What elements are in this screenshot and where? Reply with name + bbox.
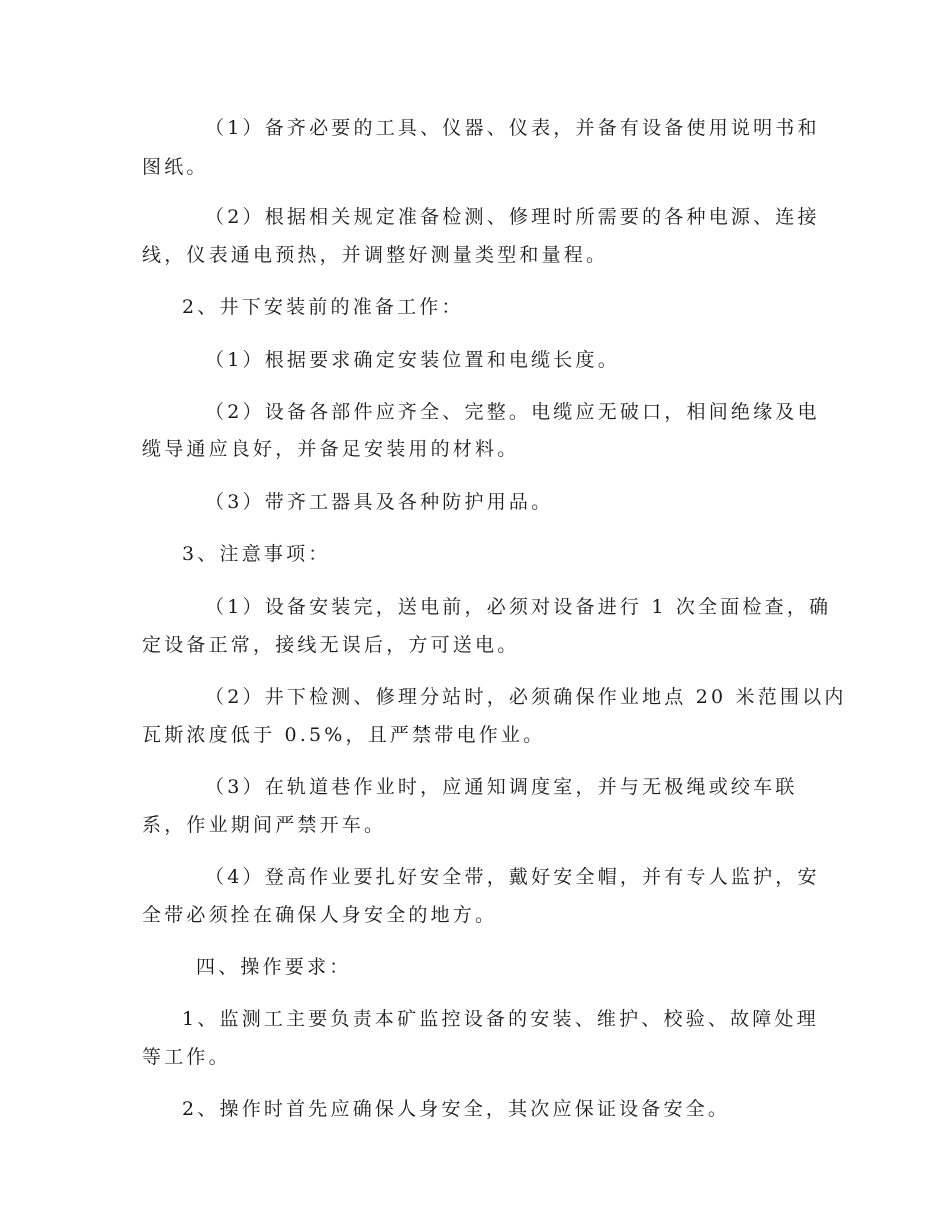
text-line: 瓦斯浓度低于 0.5%，且严禁带电作业。 <box>142 724 546 746</box>
section-heading: 2、井下安装前的准备工作： <box>182 296 464 318</box>
text-line: （1）备齐必要的工具、仪器、仪表，并备有设备使用说明书和 <box>205 117 820 139</box>
text-line: 系，作业期间严禁开车。 <box>142 814 387 836</box>
text-line: 2、操作时首先应确保人身安全，其次应保证设备安全。 <box>182 1098 731 1120</box>
text-line: （1）根据要求确定安装位置和电缆长度。 <box>205 349 620 371</box>
text-line: （2）设备各部件应齐全、完整。电缆应无破口，相间绝缘及电 <box>205 401 820 423</box>
text-line: 图纸。 <box>142 156 209 178</box>
text-line: 1、监测工主要负责本矿监控设备的安装、维护、校验、故障处理 <box>182 1008 819 1030</box>
text-line: （2）井下检测、修理分站时，必须确保作业地点 20 米范围以内 <box>205 686 847 708</box>
section-heading: 3、注意事项： <box>182 543 331 565</box>
text-line: （2）根据相关规定准备检测、修理时所需要的各种电源、连接 <box>205 206 820 228</box>
text-line: 等工作。 <box>142 1046 231 1068</box>
text-line: （1）设备安装完，送电前，必须对设备进行 1 次全面检查，确 <box>205 596 832 618</box>
text-line: 定设备正常，接线无误后，方可送电。 <box>142 634 520 656</box>
text-line: （3）在轨道巷作业时，应通知调度室，并与无极绳或绞车联 <box>205 776 798 798</box>
section-heading: 四、操作要求： <box>196 956 352 978</box>
text-line: （4）登高作业要扎好安全带，戴好安全帽，并有专人监护，安 <box>205 866 820 888</box>
text-line: 缆导通应良好，并备足安装用的材料。 <box>142 438 520 460</box>
text-line: 全带必须拴在确保人身安全的地方。 <box>142 904 498 926</box>
text-line: （3）带齐工器具及各种防护用品。 <box>205 491 554 513</box>
text-line: 线，仪表通电预热，并调整好测量类型和量程。 <box>142 244 609 266</box>
